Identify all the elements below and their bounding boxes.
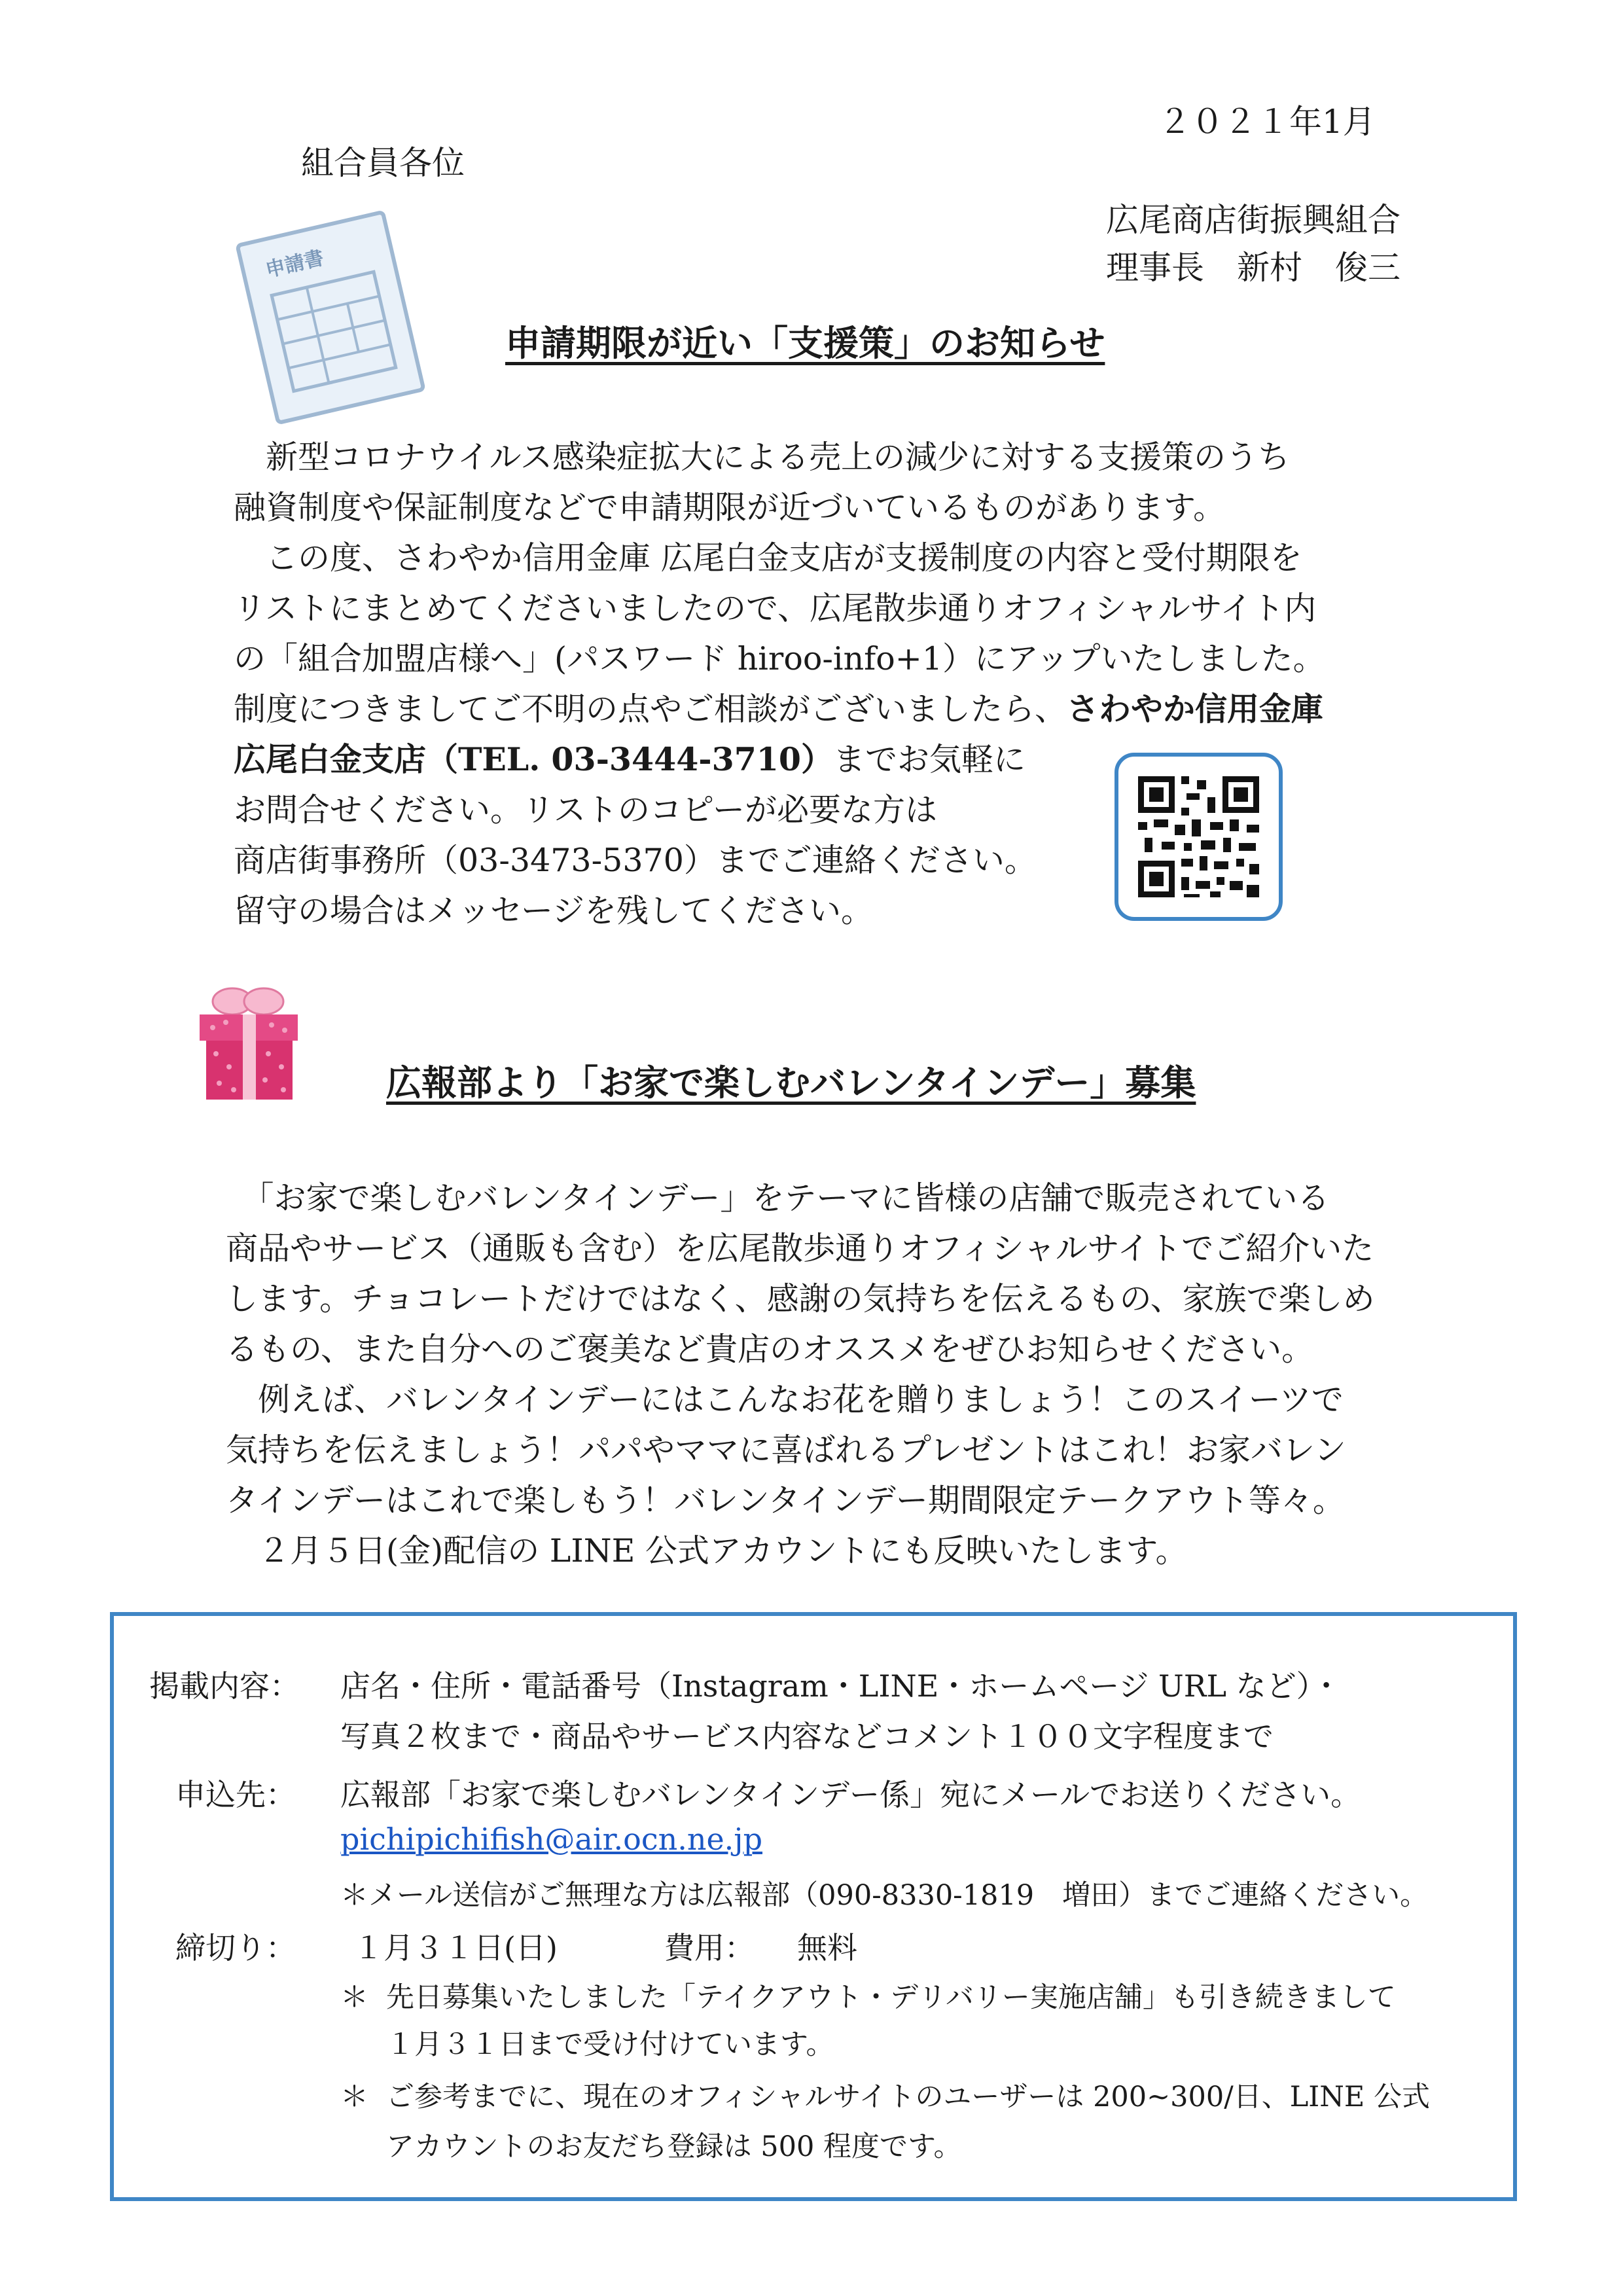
fee-label: 費用：	[664, 1930, 755, 1965]
section2-line: ２月５日(金)配信の LINE 公式アカウントにも反映いたします。	[226, 1532, 1188, 1570]
content-line1: 店名・住所・電話番号（Instagram・LINE・ホームページ URL など）・	[340, 1668, 1342, 1704]
branch-contact: 広尾白金支店（TEL. 03-3444-3710）	[234, 740, 833, 778]
qr-code-icon[interactable]	[1115, 753, 1283, 921]
note2-mark: ＊	[340, 2081, 368, 2113]
content-label: 掲載内容：	[149, 1668, 300, 1704]
content-line2: 写真２枚まで・商品やサービス内容などコメント１００文字程度まで	[340, 1719, 1274, 1754]
email-link[interactable]: pichipichifish@air.ocn.ne.jp	[340, 1821, 763, 1857]
organization-name: 広尾商店街振興組合	[1106, 201, 1400, 239]
section2-line: 商品やサービス（通販も含む）を広尾散歩通りオフィシャルサイトでご紹介いた	[226, 1230, 1374, 1267]
application-form-icon	[232, 207, 428, 428]
section1-line: この度、さわやか信用金庫 広尾白金支店が支援制度の内容と受付期限を	[234, 539, 1302, 577]
section1-line: 留守の場合はメッセージを残してください。	[234, 892, 874, 929]
apply-note: ＊メール送信がご無理な方は広報部（090-8330-1819 増田）までご連絡ください。	[340, 1879, 1429, 1912]
deadline-value: １月３１日(日)	[353, 1930, 558, 1965]
apply-label: 申込先：	[175, 1777, 296, 1812]
section2-line: タインデーはこれで楽しもう！バレンタインデー期間限定テークアウト等々。	[226, 1482, 1345, 1519]
note1-line2: １月３１日まで受け付けています。	[386, 2028, 834, 2061]
section2-line: 気持ちを伝えましょう！パパやママに喜ばれるプレゼントはこれ！お家バレン	[226, 1431, 1346, 1469]
section2-line: 「お家で楽しむバレンタインデー」をテーマに皆様の店舗で販売されている	[226, 1179, 1330, 1217]
form-icon-label: 申請書	[263, 246, 327, 282]
date: ２０２１年1月	[1158, 103, 1376, 141]
section2-line: 例えば、バレンタインデーにはこんなお花を贈りましょう！このスイーツで	[226, 1381, 1344, 1418]
section1-line6-normal: 制度につきましてご不明の点やご相談がございましたら、	[234, 691, 1067, 728]
sender-name: 理事長 新村 俊三	[1106, 249, 1400, 287]
section1-line: 融資制度や保証制度などで申請期限が近づいているものがあります。	[234, 489, 1226, 526]
note1-mark: ＊	[340, 1981, 368, 2014]
section1-line: お問合せください。リストのコピーが必要な方は	[234, 791, 938, 829]
bank-name: さわやか信用金庫	[1067, 690, 1324, 728]
recipient: 組合員各位	[301, 144, 465, 182]
section1-line7-normal: までお気軽に	[833, 741, 1026, 778]
section2-line: るもの、また自分へのご褒美など貴店のオススメをぜひお知らせください。	[226, 1331, 1314, 1368]
note2-line1: ご参考までに、現在のオフィシャルサイトのユーザーは 200~300/日、LINE 公式	[386, 2081, 1430, 2113]
gift-box-icon	[187, 982, 308, 1106]
deadline-label: 締切り：	[175, 1930, 296, 1965]
section1-line: 商店街事務所（03-3473-5370）までご連絡ください。	[234, 842, 1037, 879]
section2-body	[226, 1173, 1375, 1576]
section1-line: リストにまとめてくださいましたので、広尾散歩通りオフィシャルサイト内	[234, 590, 1317, 627]
section2-title: 広報部より「お家で楽しむバレンタインデー」募集	[386, 1062, 1196, 1103]
section1-line	[234, 684, 1325, 734]
section1-title: 申請期限が近い「支援策」のお知らせ	[505, 322, 1105, 364]
section1-line: 新型コロナウイルス感染症拡大による売上の減少に対する支援策のうち	[234, 439, 1291, 476]
section2-line: します。チョコレートだけではなく、感謝の気持ちを伝えるもの、家族で楽しめ	[226, 1280, 1375, 1318]
note2-line2: アカウントのお友だち登録は 500 程度です。	[386, 2130, 962, 2163]
section1-line: の「組合加盟店様へ」(パスワード hiroo-info+1）にアップいたしました。	[234, 640, 1325, 677]
apply-line1: 広報部「お家で楽しむバレンタインデー係」宛にメールでお送りください。	[340, 1777, 1361, 1812]
note1-line1: 先日募集いたしました「テイクアウト・デリバリー実施店舗」も引き続きまして	[386, 1981, 1396, 2014]
fee-value: 無料	[797, 1930, 857, 1965]
